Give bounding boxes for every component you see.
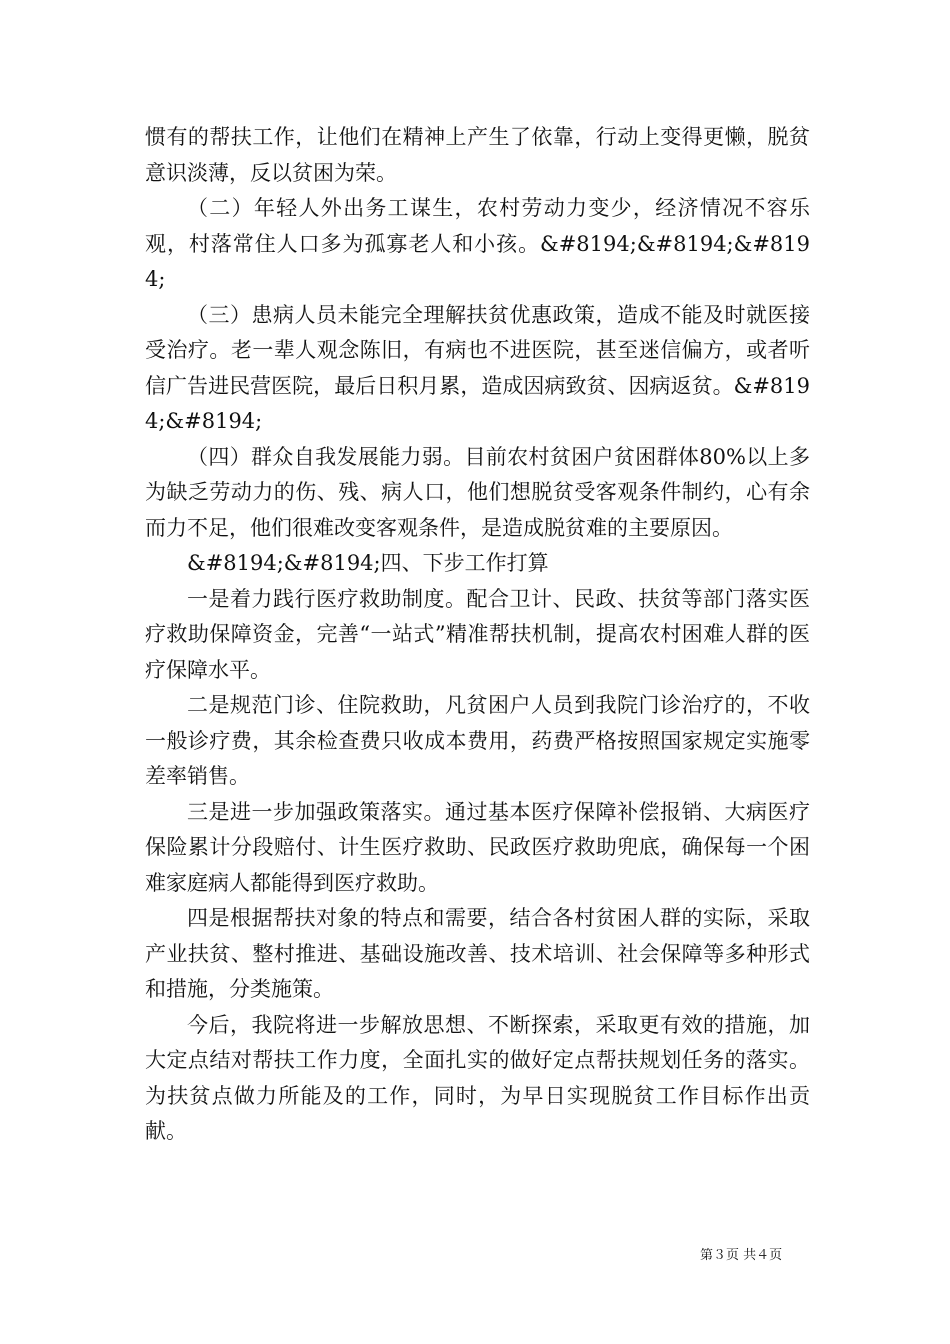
paragraph-item-3: （三）患病人员未能完全理解扶贫优惠政策，造成不能及时就医接受治疗。老一辈人观念陈旧，有病也不进医院，甚至迷信偏方，或者听信广告进民营医院，最后日积月累，造成因病致贫、因病返贫。&#8194;&#8194;	[145, 302, 810, 433]
paragraph-plan-4: 四是根据帮扶对象的特点和需要，结合各村贫困人群的实际，采取产业扶贫、整村推进、基础设施改善、技术培训、社会保障等多种形式和措施，分类施策。	[145, 906, 810, 1001]
paragraph-continuation: 惯有的帮扶工作，让他们在精神上产生了依靠，行动上变得更懒，脱贫意识淡薄，反以贫困为荣。	[145, 125, 810, 185]
paragraph-item-2: （二）年轻人外出务工谋生，农村劳动力变少，经济情况不容乐观，村落常住人口多为孤寡老人和小孩。&#8194;&#8194;&#8194;	[145, 196, 810, 291]
document-body	[145, 120, 810, 1150]
paragraph-conclusion: 今后，我院将进一步解放思想、不断探索，采取更有效的措施，加大定点结对帮扶工作力度，全面扎实的做好定点帮扶规划任务的落实。为扶贫点做力所能及的工作，同时，为早日实现脱贫工作目标作出贡献。	[145, 1012, 810, 1143]
section-heading-next-steps: &#8194;&#8194;四、下步工作打算	[187, 551, 549, 575]
paragraph-plan-3: 三是进一步加强政策落实。通过基本医疗保障补偿报销、大病医疗保险累计分段赔付、计生医疗救助、民政医疗救助兜底，确保每一个困难家庭病人都能得到医疗救助。	[145, 799, 810, 895]
paragraph-item-4: （四）群众自我发展能力弱。目前农村贫困户贫困群体80%以上多为缺乏劳动力的伤、残、病人口，他们想脱贫受客观条件制约，心有余而力不足，他们很难改变客观条件，是造成脱贫难的主要原因。	[145, 444, 810, 540]
paragraph-plan-2: 二是规范门诊、住院救助，凡贫困户人员到我院门诊治疗的，不收一般诊疗费，其余检查费只收成本费用，药费严格按照国家规定实施零差率销售。	[145, 693, 810, 788]
paragraph-plan-1: 一是着力践行医疗救助制度。配合卫计、民政、扶贫等部门落实医疗救助保障资金，完善“一站式”精准帮扶机制，提高农村困难人群的医疗保障水平。	[145, 586, 810, 682]
page-number-footer: 第３页 共４页	[700, 1248, 783, 1263]
